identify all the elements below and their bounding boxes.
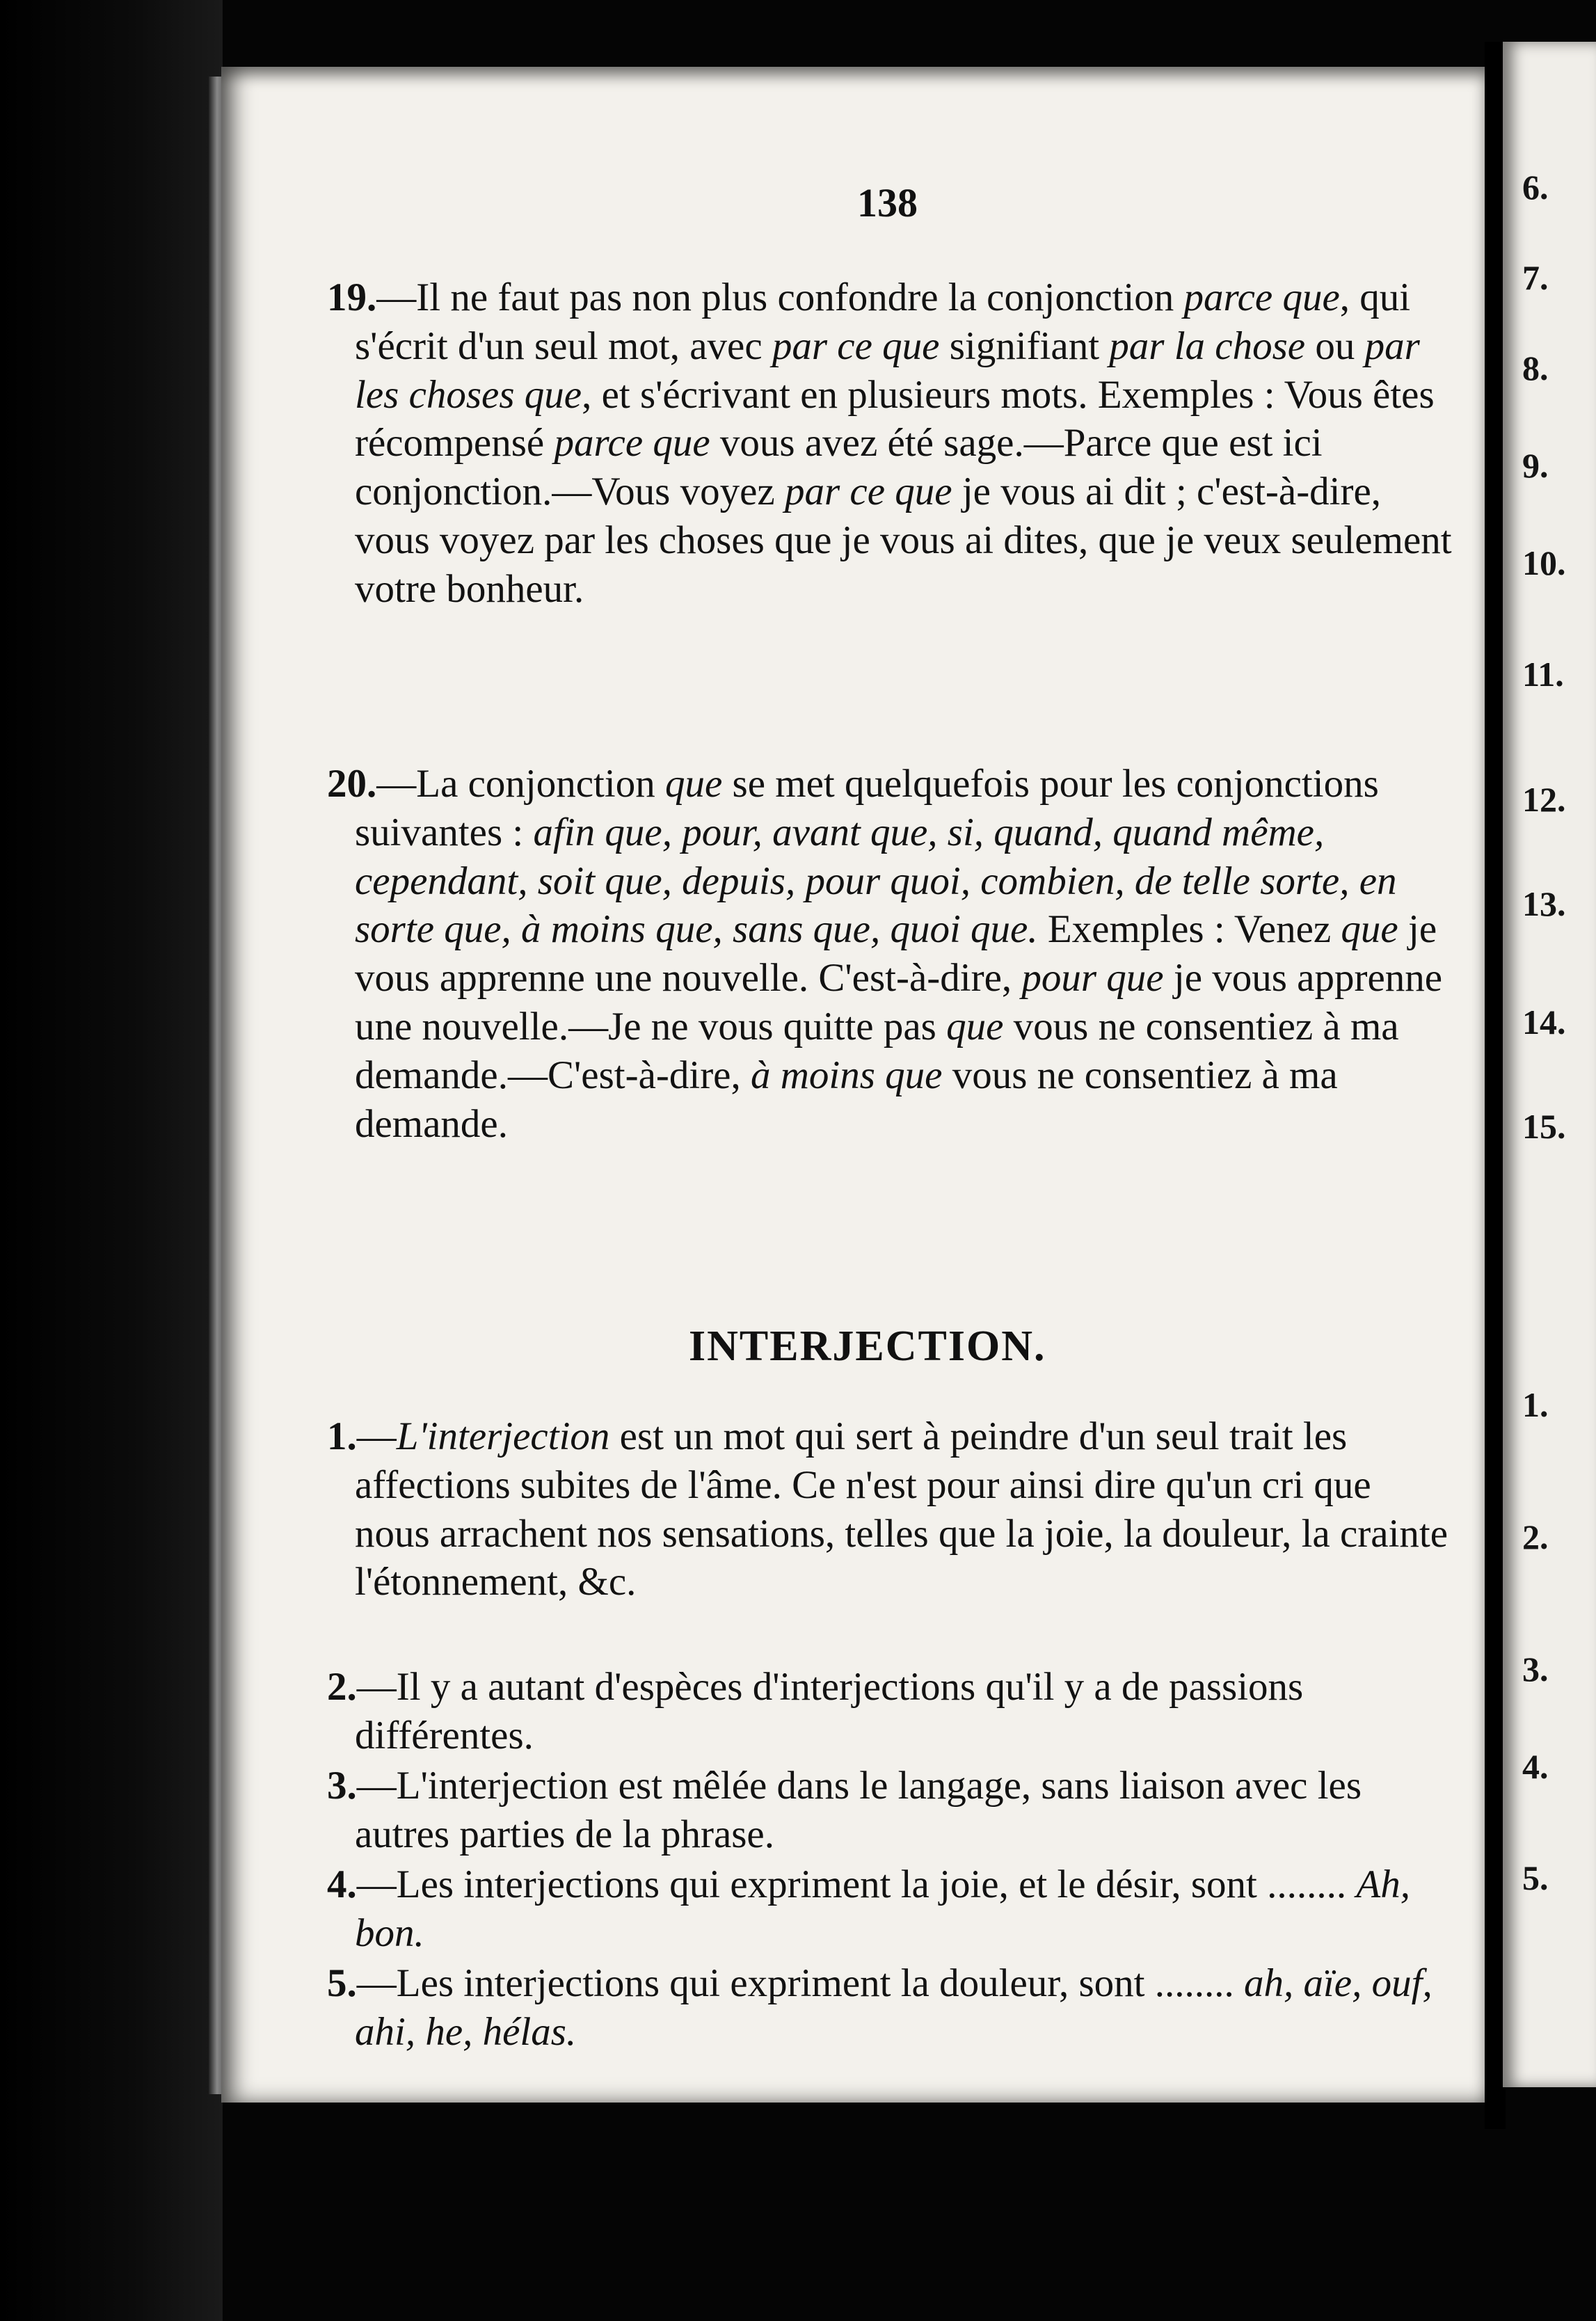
italic-run: par la chose <box>1109 324 1306 368</box>
text-run: signifiant <box>939 324 1110 368</box>
page-number: 138 <box>857 180 918 225</box>
right-page-number: 2. <box>1522 1517 1549 1556</box>
text-run: est un mot qui sert à peindre d'un seul trait les affections subites de l'âme. Ce n'est pour ainsi dire qu'un cri que nous arrachent nos sensations, telles que la joie, la douleur, la crainte l'étonnement, &c. <box>355 1414 1449 1604</box>
item-text <box>355 1764 1362 1856</box>
text-run: Exemples : Venez <box>1037 907 1341 952</box>
paragraph-number: 19. <box>327 276 377 319</box>
italic-run: ah, aïe, ouf, ahi, he, hélas. <box>355 1961 1433 2054</box>
italic-run: Ah, bon. <box>355 1863 1410 1955</box>
italic-run: parce que <box>554 421 710 465</box>
right-page-number: 15. <box>1522 1107 1566 1146</box>
text-run: je vous apprenne une nouvelle. C'est-à-dire, <box>355 907 1437 1000</box>
item-text <box>355 1665 1303 1757</box>
text-run: ou <box>1305 324 1365 368</box>
right-page-number: 14. <box>1522 1003 1566 1042</box>
item-text <box>355 1414 1448 1604</box>
text-run: vous ne consentiez à ma demande.—C'est-à-dire, <box>355 1004 1399 1097</box>
item-number: 1. <box>327 1414 357 1458</box>
right-page-number: 11. <box>1522 655 1564 694</box>
italic-run: que <box>664 762 723 806</box>
italic-run: parce que <box>1183 276 1340 319</box>
item-number: 5. <box>327 1961 357 2005</box>
paragraph-number: 20. <box>327 762 377 806</box>
section-heading: INTERJECTION. <box>689 1323 1046 1370</box>
right-page-number: 4. <box>1522 1747 1549 1786</box>
text-run: je vous apprenne une nouvelle.—Je ne vous quitte pas <box>355 956 1443 1048</box>
text-run: se met quelquefois pour les conjonctions suivantes : <box>355 762 1379 854</box>
right-page-number: 12. <box>1522 780 1566 819</box>
text-run: —Il ne faut pas non plus confondre la conjonction <box>376 276 1184 319</box>
text-run: —Les interjections qui expriment la joie, et le désir, sont ........ <box>356 1863 1357 1906</box>
paragraph-20 <box>327 760 1454 1148</box>
text-run: —Il y a autant d'espèces d'interjections qu'il y a de passions différentes. <box>355 1665 1304 1757</box>
italic-run: que <box>946 1004 1004 1048</box>
item-text <box>355 1961 1433 2054</box>
italic-run: pour que <box>1021 956 1164 1000</box>
text-run: vous ne consentiez à ma demande. <box>355 1053 1338 1146</box>
right-page-number: 9. <box>1522 446 1549 485</box>
text-run: —L'interjection est mêlée dans le langage, sans liaison avec les autres parties de la phrase. <box>355 1764 1362 1856</box>
paragraph-text <box>355 276 1452 611</box>
italic-run: par les choses que <box>355 324 1420 417</box>
item-2 <box>327 1663 1454 1760</box>
paragraph-19 <box>327 273 1454 614</box>
item-number: 4. <box>327 1863 357 1906</box>
right-page-number: 13. <box>1522 884 1566 923</box>
right-page-number: 10. <box>1522 543 1566 582</box>
italic-run: afin que, pour, avant que, si, quand, quand même, cependant, soit que, depuis, pour quoi, combien, de telle sorte, en sorte que, à moins que, sans que, quoi que. <box>355 810 1397 952</box>
item-5 <box>327 1959 1454 2057</box>
italic-run: L'interjection <box>396 1414 610 1458</box>
text-run: je vous ai dit ; c'est-à-dire, vous voyez par les choses que je vous ai dites, que je veux seulement votre bonheur. <box>355 470 1452 611</box>
right-page-number: 3. <box>1522 1650 1549 1689</box>
right-page-number: 5. <box>1522 1858 1549 1897</box>
item-number: 3. <box>327 1764 357 1808</box>
text-run: , et s'écrivant en plusieurs mots. Exemples : Vous êtes récompensé <box>355 372 1435 465</box>
paragraph-text <box>355 762 1442 1146</box>
italic-run: que <box>1341 907 1398 952</box>
text-run: , qui s'écrit d'un seul mot, avec <box>355 276 1411 368</box>
right-page-number: 8. <box>1522 349 1549 388</box>
text-run: — <box>356 1414 397 1458</box>
item-1 <box>327 1412 1454 1606</box>
item-text <box>355 1863 1410 1955</box>
binding-shadow <box>0 0 223 2321</box>
text-run: vous avez été sage.—Parce que est ici conjonction.—Vous voyez <box>355 421 1323 514</box>
italic-run: par ce que <box>772 324 940 368</box>
item-number: 2. <box>327 1665 357 1709</box>
right-page-fragment <box>1503 42 1596 2087</box>
text-run: —Les interjections qui expriment la douleur, sont ........ <box>356 1961 1244 2005</box>
item-4 <box>327 1860 1454 1958</box>
right-page-number: 6. <box>1522 168 1549 207</box>
italic-run: par ce que <box>784 470 952 514</box>
item-3 <box>327 1762 1454 1859</box>
right-page-number: 7. <box>1522 258 1549 297</box>
text-run: —La conjonction <box>376 762 665 806</box>
right-page-number: 1. <box>1522 1385 1549 1424</box>
italic-run: à moins que <box>750 1053 943 1097</box>
